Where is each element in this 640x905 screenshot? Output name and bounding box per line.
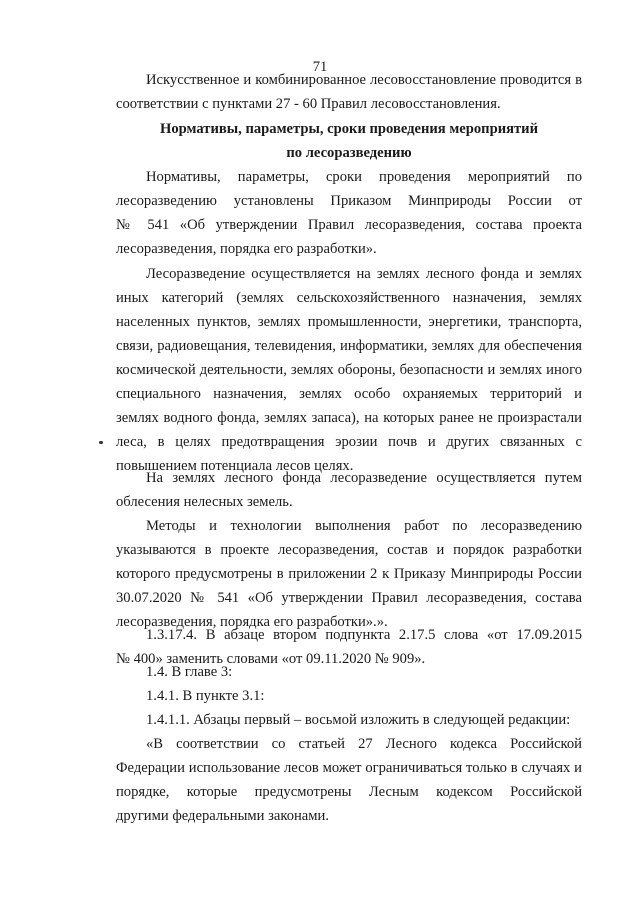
text-line: Федерации использование лесов может ограничиваться только в случаях и <box>116 760 582 776</box>
text-line: населенных пунктов, землях промышленности, энергетики, транспорта, <box>116 314 582 330</box>
text-line: специального назначения, землях особо охраняемых территорий и <box>116 386 582 402</box>
paragraph-forest-fund <box>116 466 582 514</box>
text-line: землях водного фонда, землях запаса), на которых ранее не произрастали <box>116 410 582 426</box>
heading-line: Нормативы, параметры, сроки проведения мероприятий <box>160 121 538 137</box>
text-line: На землях лесного фонда лесоразведение осуществляется путем <box>146 470 582 486</box>
text-line: № 400» заменить словами «от 09.11.2020 № 909». <box>116 651 426 667</box>
text-line: облесения нелесных земель. <box>116 494 293 510</box>
text-line: которого предусмотрены в приложении 2 к Приказу Минприроды России <box>116 566 582 582</box>
text-line: космической деятельности, землях обороны, безопасности и землях иного <box>116 362 582 378</box>
text-line: иных категорий (землях сельскохозяйственного назначения, землях <box>116 290 582 306</box>
paragraph-methods <box>116 514 582 634</box>
text-line: Искусственное и комбинированное лесовосстановление проводится в <box>146 72 582 88</box>
text-line: Лесоразведение осуществляется на землях лесного фонда и землях <box>146 266 582 282</box>
list-item: 1.4. В главе 3: <box>146 664 233 680</box>
list-item: 1.4.1.1. Абзацы первый – восьмой изложить в следующей редакции: <box>146 712 571 728</box>
text-line: связи, радиовещания, телевидения, информатики, землях для обеспечения <box>116 338 582 354</box>
text-line: лесоразведения, порядка его разработки».». <box>116 614 388 630</box>
chapter-items <box>116 660 582 732</box>
text-line: другими федеральными законами. <box>116 808 329 824</box>
text-line: 30.07.2020 № 541 «Об утверждении Правил лесоразведения, состава <box>116 590 582 606</box>
paragraph-afforestation-lands <box>116 262 582 478</box>
text-line: Нормативы, параметры, сроки проведения мероприятий по <box>146 169 582 185</box>
text-line: лесоразведению установлены Приказом Минприроды России от <box>116 193 582 209</box>
page-number: 71 <box>312 59 328 75</box>
list-item: 1.4.1. В пункте 3.1: <box>146 688 265 704</box>
paragraph-normatives <box>116 165 582 261</box>
scan-artifact-mark <box>99 441 103 444</box>
heading-line: по лесоразведению <box>286 145 412 161</box>
text-line: № 541 «Об утверждении Правил лесоразведения, состава проекта <box>116 217 582 233</box>
text-line: указываются в проекте лесоразведения, состав и порядок разработки <box>116 542 582 558</box>
text-line: повышением потенциала лесов целях. <box>116 458 354 474</box>
paragraph-forest-code <box>116 732 582 828</box>
text-line: леса, в целях предотвращения эрозии почв и других связанных с <box>116 434 582 450</box>
text-line: 1.3.17.4. В абзаце втором подпункта 2.17.5 слова «от 17.09.2015 <box>146 627 582 643</box>
section-heading <box>116 117 582 165</box>
intro-paragraph <box>116 68 582 116</box>
text-line: «В соответствии со статьей 27 Лесного кодекса Российской <box>146 736 582 752</box>
text-line: лесоразведения, порядка его разработки». <box>116 241 377 257</box>
text-line: соответствии с пунктами 27 - 60 Правил лесовосстановления. <box>116 96 501 112</box>
text-line: порядке, которые предусмотрены Лесным кодексом Российской <box>116 784 582 800</box>
text-line: Методы и технологии выполнения работ по лесоразведению <box>146 518 582 534</box>
